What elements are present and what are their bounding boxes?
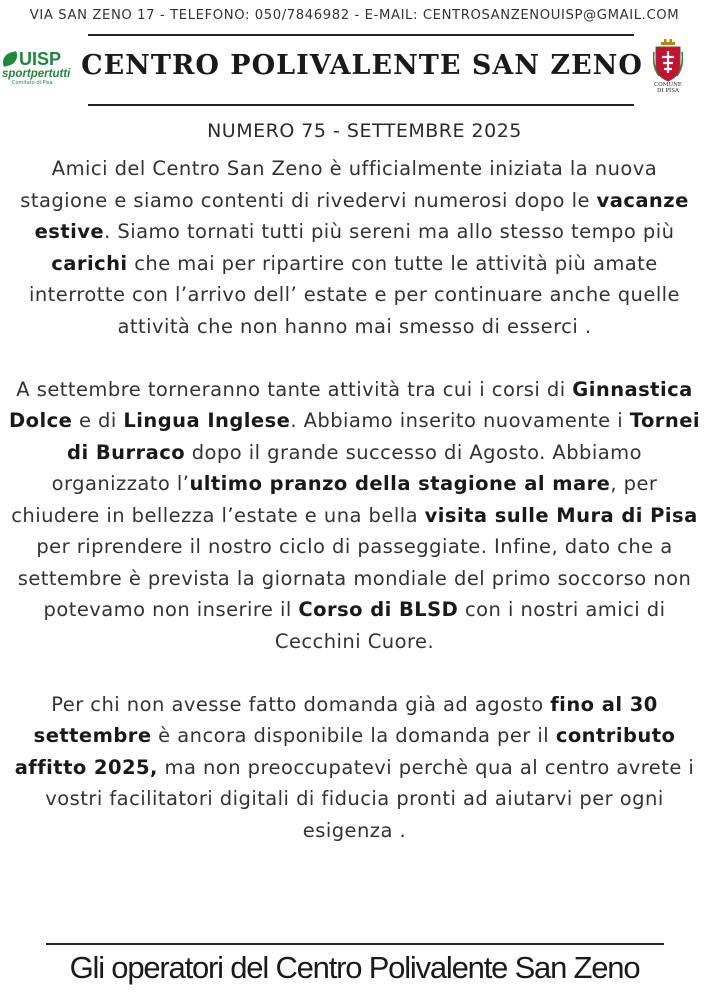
header-bottom-rule — [88, 104, 634, 106]
text-run: ma non preoccupatevi perchè qua al centro avrete i vostri facilitatori digitali di fiducia pronti ad aiutarvi per ogni esigenza . — [45, 755, 695, 842]
uisp-logo-text: UISP — [19, 49, 62, 69]
text-run: Amici del Centro San Zeno è ufficialmente iniziata la nuova stagione e siamo contenti di rivedervi numerosi dopo le — [20, 157, 658, 212]
highlight-text: contributo affitto 2025, — [14, 724, 676, 779]
text-run: dopo il grande successo di Agosto. Abbiamo organizzato l’ — [51, 440, 642, 495]
highlight-text: ultimo pranzo della stagione al mare — [189, 472, 611, 495]
uisp-leaf-icon — [1, 51, 20, 67]
text-run: e di — [72, 409, 124, 432]
signature: Gli operatori del Centro Polivalente San Zeno — [69, 950, 640, 985]
comune-di-pisa-label: COMUNE DI PISA — [654, 82, 682, 94]
highlight-text: carichi — [51, 251, 128, 275]
page-title: CENTRO POLIVALENTE SAN ZENO — [81, 50, 643, 81]
uisp-logo-subtitle: sportpertutti — [2, 68, 71, 80]
text-run: che mai per ripartire con tutte le attività più amate interrotte con l’arrivo dell’ estate e per continuare anche quelle attività che non hanno mai smesso di esserci . — [28, 251, 680, 338]
highlight-text: Tornei di Burraco — [67, 409, 701, 464]
uisp-logo-mark — [2, 50, 72, 68]
contact-line: VIA SAN ZENO 17 - TELEFONO: 050/7846982 - E-MAIL: CENTROSANZENOUISP@GMAIL.COM — [29, 8, 680, 23]
highlight-text: vacanze estive — [34, 188, 689, 243]
text-run: A settembre torneranno tante attività tra cui i corsi di — [16, 377, 573, 401]
pisa-crest-icon — [653, 38, 683, 82]
text-run: . Abbiamo inserito nuovamente i — [290, 409, 630, 432]
highlight-text: visita sulle Mura di Pisa — [424, 503, 698, 527]
highlight-text: Corso di BLSD — [298, 598, 459, 621]
issue-line: NUMERO 75 - SETTEMBRE 2025 — [207, 120, 522, 142]
highlight-text: fino al 30 settembre — [33, 692, 658, 747]
paragraph-intro — [6, 153, 703, 342]
newsletter-body — [6, 153, 703, 846]
text-run: è ancora disponibile la domanda per il — [151, 724, 556, 747]
paragraph-rent-contribution — [6, 689, 703, 847]
uisp-logo — [2, 50, 72, 90]
text-run: , per chiudere in bellezza l’estate e una bella — [11, 472, 658, 527]
highlight-text: Ginnastica Dolce — [8, 377, 693, 432]
footer-rule — [46, 943, 664, 945]
uisp-logo-tiny: Comitato di Pisa — [12, 80, 53, 86]
header-top-rule — [88, 34, 634, 36]
text-run: con i nostri amici di Cecchini Cuore. — [274, 598, 666, 653]
text-run: . Siamo tornati tutti più sereni ma allo stesso tempo più — [104, 220, 675, 243]
comune-di-pisa-logo — [650, 38, 686, 100]
highlight-text: Lingua Inglese — [123, 409, 291, 432]
text-run: Per chi non avesse fatto domanda già ad agosto — [51, 692, 551, 716]
paragraph-activities — [6, 374, 703, 658]
text-run: per riprendere il nostro ciclo di passeggiate. Infine, dato che a settembre è prevista la giornata mondiale del primo soccorso non potevamo non inserire il — [17, 535, 692, 621]
